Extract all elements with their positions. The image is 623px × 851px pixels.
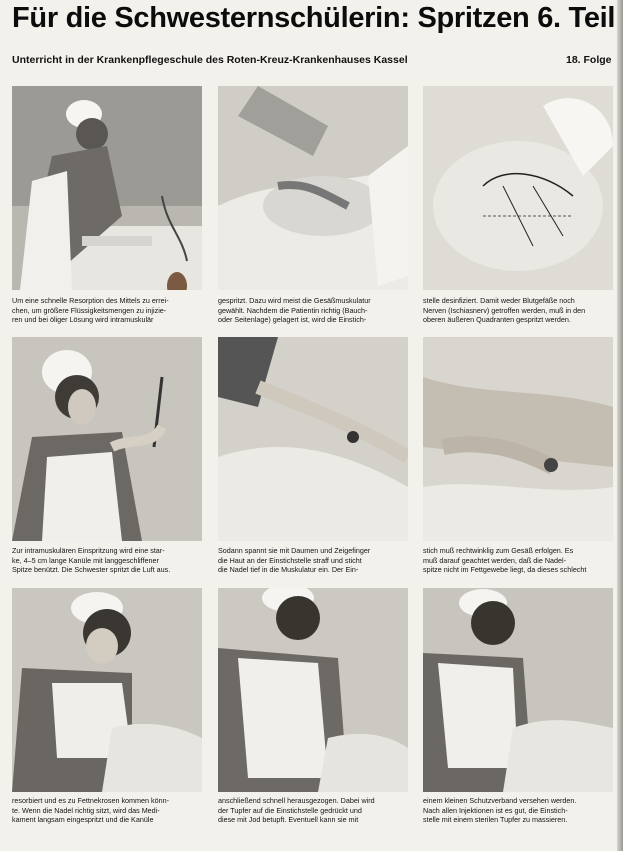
caption-line: gewählt. Nachdem die Patientin richtig (Bauch- [218,305,368,315]
photo-nurse-preparing-tray [12,86,202,290]
caption-line: Nach allen Injektionen ist es gut, die Einstich- [423,805,568,815]
photo-injection-site-diagram [423,86,613,290]
caption-line: stelle mit einem sterilen Tupfer zu massieren. [423,815,568,825]
caption-line: der Tupfer auf die Einstichstelle gedrückt und [218,805,362,815]
caption-line: diese mit Jod betupft. Eventuell kann sie mit [218,815,359,825]
caption-line: Nerven (Ischiasnerv) getroffen werden, muß in den [423,305,586,315]
caption-line: Sodann spannt sie mit Daumen und Zeigefinger [218,546,371,555]
photo-withdrawing-needle [218,588,408,792]
caption-8 [218,796,410,825]
caption-line: te. Wenn die Nadel richtig sitzt, wird das Medi- [12,805,160,815]
caption-line: stelle desinfiziert. Damit weder Blutgefäße noch [423,296,575,305]
caption-9 [423,796,615,825]
caption-line: spitze nicht im Fettgewebe liegt, da dieses schlecht [423,565,587,575]
caption-line: Zur intramuskulären Einspritzung wird eine star- [12,546,165,555]
caption-3 [423,296,615,325]
caption-line: die Haut an der Einstichstelle straff und sticht [218,555,362,565]
photo-patient-positioning [218,86,408,290]
caption-7 [12,796,204,825]
caption-line: ke, 4–5 cm lange Kanüle mit langgeschliffener [12,555,159,565]
caption-5 [218,546,410,575]
photo-nurse-expelling-air [12,337,202,541]
page-subtitle: Unterricht in der Krankenpflegeschule des Roten-Kreuz-Krankenhauses Kassel [12,54,408,66]
caption-2 [218,296,410,325]
photo-needle-insertion [218,337,408,541]
caption-line: gespritzt. Dazu wird meist die Gesäßmuskulatur [218,296,371,305]
caption-1 [12,296,204,325]
page-title: Für die Schwesternschülerin: Spritzen 6. Teil [12,2,616,34]
photo-slow-injection [12,588,202,792]
page-edge-shadow [617,0,623,851]
caption-line: oder Seitenlage) gelagert ist, wird die Einstich- [218,315,367,325]
caption-line: kament langsam eingespritzt und die Kanüle [12,815,154,825]
caption-line: chen, um größere Flüssigkeitsmengen zu injizie- [12,305,167,315]
caption-line: Um eine schnelle Resorption des Mittels zu errei- [12,296,169,305]
caption-line: ren und bei öliger Lösung wird intramuskulär [12,315,154,325]
caption-line: anschließend schnell herausgezogen. Dabei wird [218,796,375,805]
photo-perpendicular-injection [423,337,613,541]
caption-line: einem kleinen Schutzverband versehen werden. [423,796,577,805]
caption-line: muß darauf geachtet werden, daß die Nadel- [423,555,567,565]
caption-6 [423,546,615,575]
caption-4 [12,546,204,575]
caption-line: oberen äußeren Quadranten gespritzt werden. [423,315,571,325]
caption-line: stich muß rechtwinklig zum Gesäß erfolgen. Es [423,546,574,555]
photo-applying-dressing [423,588,613,792]
caption-line: Spitze benützt. Die Schwester spritzt die Luft aus. [12,565,171,575]
caption-line: die Nadel tief in die Muskulatur ein. Der Ein- [218,565,359,575]
series-number: 18. Folge [566,54,612,66]
caption-line: resorbiert und es zu Fettnekrosen kommen könn- [12,796,170,805]
